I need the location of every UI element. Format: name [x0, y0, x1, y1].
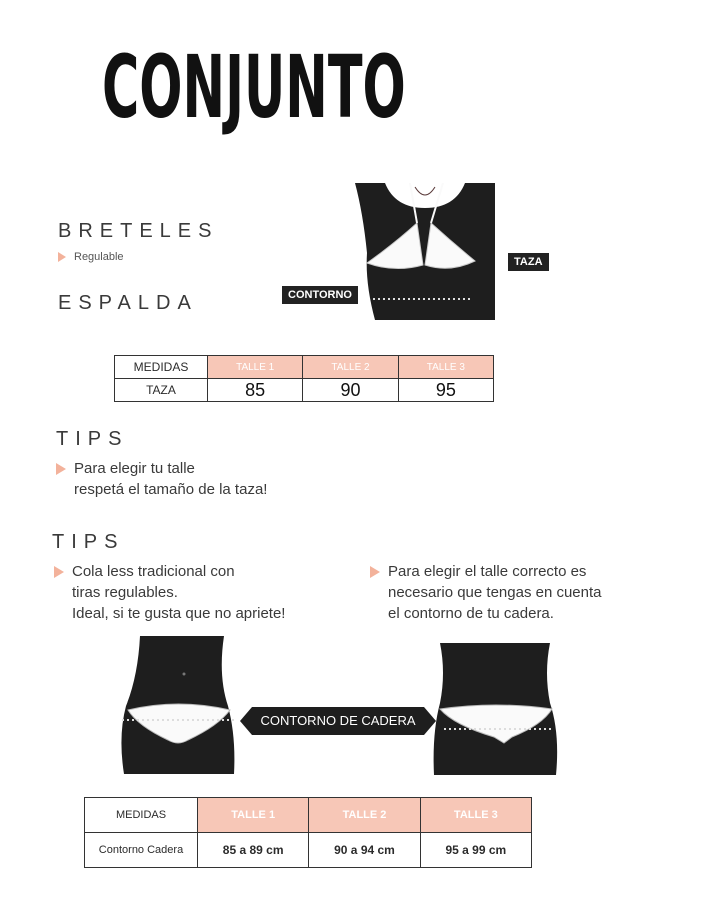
tips2-right-line: el contorno de tu cadera. [388, 605, 554, 622]
tips-heading-1: TIPS [56, 428, 129, 450]
table-cell: 95 a 99 cm [420, 833, 531, 868]
tips1-line2: respetá el tamaño de la taza! [74, 481, 268, 498]
table-row [85, 798, 532, 833]
table-header-cell: MEDIDAS [85, 798, 198, 833]
tips2-right-line: Para elegir el talle correcto es [388, 563, 587, 580]
table-cell: 95 [398, 379, 493, 402]
tips1-line1: Para elegir tu talle [74, 460, 195, 477]
table-cell: 90 [303, 379, 398, 402]
tips2-right-block [370, 561, 602, 624]
tips-heading-2: TIPS [52, 531, 125, 553]
breteles-note-text: Regulable [74, 251, 124, 263]
hip-back-illustration [432, 643, 560, 775]
tips2-left-line: Cola less tradicional con [72, 563, 235, 580]
table-cell: 85 [208, 379, 303, 402]
table-header-cell: TALLE 3 [420, 798, 531, 833]
hip-contour-label: CONTORNO DE CADERA [260, 713, 416, 728]
hip-size-table [84, 797, 532, 868]
arrow-icon [370, 566, 380, 578]
espalda-heading: ESPALDA [58, 292, 198, 314]
table-header-cell: TALLE 2 [309, 798, 420, 833]
table-header-cell: MEDIDAS [115, 356, 208, 379]
table-header-cell: TALLE 2 [303, 356, 398, 379]
contorno-label: CONTORNO [282, 286, 358, 304]
tips2-right-line: necesario que tengas en cuenta [388, 584, 602, 601]
table-cell: Contorno Cadera [85, 833, 198, 868]
page-title-wrap [102, 38, 510, 138]
table-header-cell: TALLE 3 [398, 356, 493, 379]
table-cell: 85 a 89 cm [198, 833, 309, 868]
breteles-note [58, 251, 124, 263]
table-header-cell: TALLE 1 [198, 798, 309, 833]
hip-front-illustration [118, 636, 236, 774]
arrow-icon [54, 566, 64, 578]
table-row [85, 833, 532, 868]
taza-label: TAZA [508, 253, 549, 271]
table-header-cell: TALLE 1 [208, 356, 303, 379]
breteles-heading: BRETELES [58, 220, 219, 242]
table-cell: TAZA [115, 379, 208, 402]
tips2-left-block [54, 561, 285, 624]
arrow-icon [56, 463, 66, 475]
bra-size-table [114, 355, 494, 402]
tips1-block [56, 458, 267, 500]
bra-illustration [355, 183, 495, 323]
table-row [115, 379, 494, 402]
page-title: CONJUNTO [102, 38, 406, 138]
arrow-icon [58, 252, 66, 262]
tips2-left-line: Ideal, si te gusta que no apriete! [72, 605, 286, 622]
table-cell: 90 a 94 cm [309, 833, 420, 868]
tips2-left-line: tiras regulables. [72, 584, 178, 601]
table-row [115, 356, 494, 379]
